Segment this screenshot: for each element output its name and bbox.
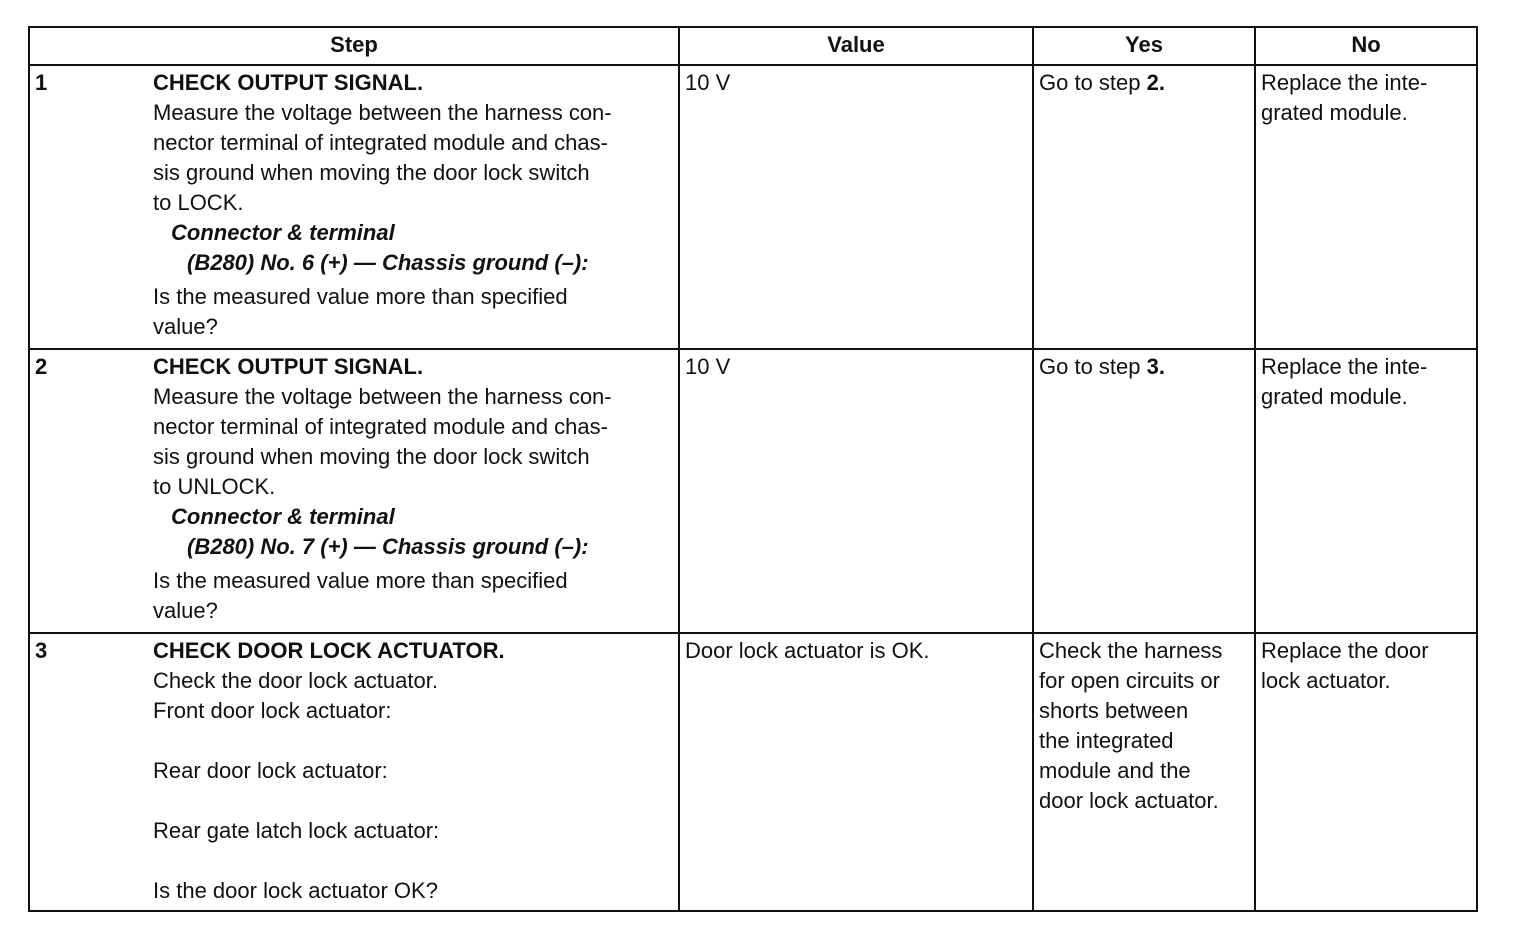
step-desc-line: to LOCK. — [153, 190, 244, 215]
step-line: Front door lock actuator: — [153, 698, 392, 723]
step-desc-line: nector terminal of integrated module and chas- — [153, 130, 608, 155]
step-line: Rear door lock actuator: — [153, 758, 388, 783]
step-line: Rear gate latch lock actuator: — [153, 818, 440, 843]
step-desc-line: sis ground when moving the door lock switch — [153, 444, 590, 469]
header-value: Value — [679, 27, 1033, 65]
yes-text: Go to step — [1039, 354, 1147, 379]
no-line: lock actuator. — [1261, 668, 1391, 693]
diagnostic-table — [28, 26, 1478, 912]
step-title: CHECK DOOR LOCK ACTUATOR. — [153, 638, 505, 663]
step-desc-line: Measure the voltage between the harness con- — [153, 100, 612, 125]
yes-line: module and the — [1039, 758, 1191, 783]
no-line: grated module. — [1261, 100, 1408, 125]
step-cell — [29, 65, 679, 349]
step-question-line: Is the measured value more than specified — [153, 568, 568, 593]
yes-cell — [1033, 633, 1255, 911]
no-line: Replace the inte- — [1261, 70, 1428, 95]
no-line: Replace the inte- — [1261, 354, 1428, 379]
connector-terminal-spec: (B280) No. 7 (+) — Chassis ground (–): — [187, 534, 589, 559]
step-cell — [29, 349, 679, 633]
no-cell — [1255, 349, 1477, 633]
step-title: CHECK OUTPUT SIGNAL. — [153, 70, 424, 95]
step-desc-line: to UNLOCK. — [153, 474, 276, 499]
value-cell: Door lock actuator is OK. — [679, 633, 1033, 911]
step-line: Is the door lock actuator OK? — [153, 878, 438, 903]
step-desc-line: sis ground when moving the door lock switch — [153, 160, 590, 185]
table-row — [29, 633, 1477, 911]
yes-line: for open circuits or — [1039, 668, 1220, 693]
step-desc-line: nector terminal of integrated module and chas- — [153, 414, 608, 439]
table-row — [29, 349, 1477, 633]
yes-step-ref: 3. — [1146, 354, 1165, 379]
step-cell — [29, 633, 679, 911]
step-number: 3 — [35, 638, 48, 663]
connector-terminal-label: Connector & terminal — [171, 220, 395, 245]
connector-terminal-spec: (B280) No. 6 (+) — Chassis ground (–): — [187, 250, 589, 275]
value-cell: 10 V — [679, 65, 1033, 349]
step-question-line: value? — [153, 598, 218, 623]
yes-line: Check the harness — [1039, 638, 1223, 663]
yes-line: door lock actuator. — [1039, 788, 1219, 813]
no-cell — [1255, 633, 1477, 911]
blank-line — [153, 786, 673, 816]
yes-step-ref: 2. — [1146, 70, 1165, 95]
step-question-line: Is the measured value more than specified — [153, 284, 568, 309]
connector-terminal-label: Connector & terminal — [171, 504, 395, 529]
step-desc-line: Measure the voltage between the harness con- — [153, 384, 612, 409]
header-yes: Yes — [1033, 27, 1255, 65]
step-title: CHECK OUTPUT SIGNAL. — [153, 354, 424, 379]
yes-line: the integrated — [1039, 728, 1174, 753]
yes-cell — [1033, 349, 1255, 633]
step-line: Check the door lock actuator. — [153, 668, 438, 693]
step-question-line: value? — [153, 314, 218, 339]
step-number: 2 — [35, 354, 48, 379]
no-line: grated module. — [1261, 384, 1408, 409]
header-step: Step — [29, 27, 679, 65]
step-number: 1 — [35, 70, 48, 95]
header-no: No — [1255, 27, 1477, 65]
value-cell: 10 V — [679, 349, 1033, 633]
blank-line — [153, 846, 673, 876]
yes-line: shorts between — [1039, 698, 1189, 723]
blank-line — [153, 726, 673, 756]
header-row — [29, 27, 1477, 65]
yes-text: Go to step — [1039, 70, 1147, 95]
yes-cell — [1033, 65, 1255, 349]
no-line: Replace the door — [1261, 638, 1429, 663]
no-cell — [1255, 65, 1477, 349]
table-row — [29, 65, 1477, 349]
